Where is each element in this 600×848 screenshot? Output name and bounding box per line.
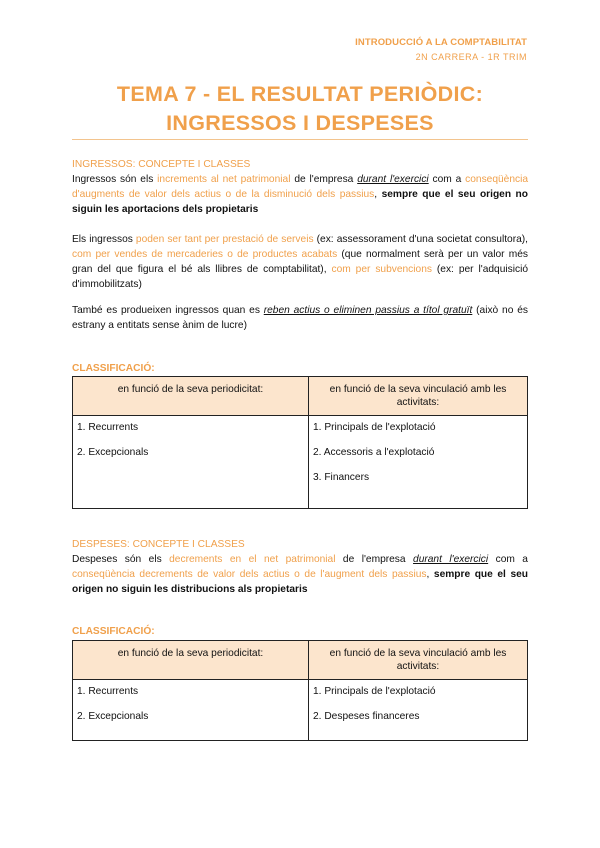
table-row — [73, 680, 528, 741]
text-run: , — [374, 189, 382, 200]
title-divider — [72, 139, 528, 140]
underlined-run: durant l'exercici — [413, 554, 489, 565]
bold-run: sempre que el seu origen no siguin les distribucions als propietaris — [72, 569, 528, 595]
text-run: com a — [488, 554, 528, 565]
text-run: (ex: per l'adquisició d'immobilitzats) — [72, 264, 529, 290]
highlight-run: poden ser tant per prestació de serveis — [135, 234, 314, 245]
list-item: 2. Excepcionals — [77, 711, 149, 722]
text-run: També es produeixen ingressos quan es — [72, 305, 264, 316]
ingressos-definition — [72, 172, 528, 217]
ingressos-free — [72, 303, 528, 333]
ingressos-classification-table — [72, 376, 528, 509]
text-run: com a — [428, 174, 466, 185]
highlight-run: decrements en el net patrimonial — [169, 554, 336, 565]
list-item: 2. Despeses financeres — [313, 711, 420, 722]
table-header-activities: en funció de la seva vinculació amb les activitats: — [309, 641, 528, 680]
text-run: , — [426, 569, 434, 580]
table-header-periodicity: en funció de la seva periodicitat: — [73, 641, 309, 680]
list-item: 3. Financers — [313, 472, 370, 483]
highlight-run: conseqüència d'augments de valor dels actius o de la disminució dels passius — [72, 174, 529, 200]
highlight-run: conseqüència decrements de valor dels actius o de l'augment dels passius — [72, 569, 427, 580]
title-line-1: TEMA 7 - EL RESULTAT PERIÒDIC: — [116, 82, 484, 106]
list-item: 1. Principals de l'explotació — [313, 422, 436, 433]
table-cell-periodicity — [73, 416, 309, 509]
despeses-section — [72, 537, 528, 597]
table-cell-periodicity — [73, 680, 309, 741]
table-row — [73, 416, 528, 509]
list-item: 1. Principals de l'explotació — [313, 686, 436, 697]
highlight-run: com per vendes de mercaderies o de productes acabats — [72, 249, 338, 260]
list-item: 2. Accessoris a l'explotació — [313, 447, 435, 458]
ingressos-section — [72, 157, 528, 217]
underlined-run: durant l'exercici — [357, 174, 429, 185]
table-header-activities: en funció de la seva vinculació amb les activitats: — [309, 377, 528, 416]
title-line-2: INGRESSOS I DESPESES — [166, 111, 434, 135]
underlined-run: reben actius o eliminen passius a títol gratuït — [263, 305, 473, 316]
ingressos-types — [72, 232, 528, 292]
text-run: de l'empresa — [335, 554, 414, 565]
text-run: Despeses són els — [72, 554, 170, 565]
table-header-row — [73, 377, 528, 416]
page-title — [72, 80, 528, 138]
course-term: 2N CARRERA - 1R TRIM — [415, 52, 527, 62]
list-item: 1. Recurrents — [77, 422, 139, 433]
table-cell-activities — [309, 680, 528, 741]
course-title: INTRODUCCIÓ A LA COMPTABILITAT — [355, 37, 527, 48]
despeses-classification-table — [72, 640, 528, 741]
list-item: 1. Recurrents — [77, 686, 139, 697]
bold-run: sempre que el seu origen no siguin les aportacions dels propietaris — [72, 189, 529, 215]
ingressos-types-paragraph — [72, 232, 528, 292]
classification-heading: CLASSIFICACIÓ: — [72, 363, 155, 374]
despeses-definition — [72, 552, 528, 597]
page-header — [355, 37, 527, 62]
text-run: (que normalment serà per un valor més gran del que figura el bé als llibres de comptabilitat), — [72, 249, 528, 275]
text-run: Ingressos són els — [72, 174, 158, 185]
text-run: Els ingressos — [72, 234, 136, 245]
text-run: (ex: assessorament d'una societat consultora), — [313, 234, 528, 245]
despeses-heading: DESPESES: CONCEPTE I CLASSES — [72, 539, 245, 550]
highlight-run: increments al net patrimonial — [157, 174, 291, 185]
classification-heading: CLASSIFICACIÓ: — [72, 626, 155, 637]
table-header-row — [73, 641, 528, 680]
ingressos-heading: INGRESSOS: CONCEPTE I CLASSES — [72, 159, 251, 170]
text-run: de l'empresa — [290, 174, 358, 185]
table-header-periodicity: en funció de la seva periodicitat: — [73, 377, 309, 416]
ingressos-free-paragraph — [72, 303, 528, 333]
list-item: 2. Excepcionals — [77, 447, 149, 458]
table-cell-activities — [309, 416, 528, 509]
ingressos-classification — [72, 361, 528, 376]
despeses-classification — [72, 624, 528, 639]
text-run: (això no és estrany a entitats sense ànim de lucre) — [72, 305, 528, 331]
highlight-run: com per subvencions — [331, 264, 432, 275]
